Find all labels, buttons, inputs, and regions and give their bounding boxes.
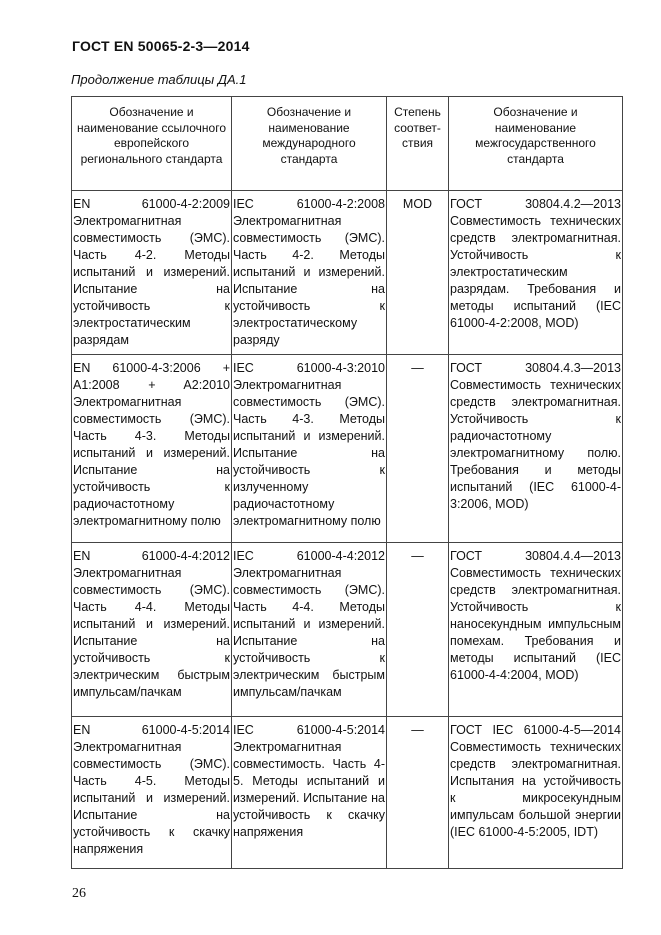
en-standard-code: EN 61000-4-4:2012 <box>73 549 230 563</box>
column-header-gost: Обозначение и наименование межгосударственного стандарта <box>449 97 623 191</box>
en-standard-cell <box>72 355 232 543</box>
degree-cell: MOD <box>387 191 449 355</box>
gost-standard-ref: (IEC 61000-4-2:2008, MOD) <box>450 299 621 330</box>
gost-standard-title: Совместимость технических средств электромагнитная. Устойчивость к электростатическим разрядам. Требования и методы испытаний <box>450 214 621 313</box>
gost-standard-cell <box>449 543 623 717</box>
iec-standard-code: IEC 61000-4-2:2008 <box>233 197 385 211</box>
iec-standard-cell <box>232 191 387 355</box>
iec-standard-title: Электромагнитная совместимость (ЭМС). Часть 4-4. Методы испытаний и измерений. Испытание на устойчивость к электрическим быстрым импульсам/пачкам <box>233 566 385 699</box>
en-standard-cell <box>72 543 232 717</box>
iec-standard-title: Электромагнитная совместимость (ЭМС). Часть 4-2. Методы испытаний и измерений. Испытание на устойчивость к электростатическому разряду <box>233 214 385 347</box>
table-row <box>72 191 623 355</box>
standards-table <box>71 96 623 869</box>
gost-standard-cell <box>449 191 623 355</box>
column-header-en: Обозначение и наименование ссылочного европейского регионального стандарта <box>72 97 232 191</box>
iec-standard-title: Электромагнитная совместимость. Часть 4-5. Методы испытаний и измерений. Испытание на устойчивость к скачку напряжения <box>233 740 385 839</box>
page-number: 26 <box>72 886 86 901</box>
en-standard-code: EN 61000-4-5:2014 <box>73 723 230 737</box>
gost-standard-cell <box>449 355 623 543</box>
gost-standard-code: ГОСТ 30804.4.3—2013 <box>450 361 621 375</box>
en-standard-title: Электромагнитная совместимость (ЭМС). Часть 4-2. Методы испытаний и измерений. Испытание на устойчивость к электростатическим разрядам <box>73 214 230 347</box>
column-header-degree: Степень соответ- ствия <box>387 97 449 191</box>
degree-cell: — <box>387 717 449 869</box>
iec-standard-cell <box>232 543 387 717</box>
table-row <box>72 543 623 717</box>
table-row <box>72 355 623 543</box>
column-header-iec: Обозначение и наименование международного стандарта <box>232 97 387 191</box>
degree-cell: — <box>387 355 449 543</box>
gost-standard-title: Совместимость технических средств электромагнитная. Устойчивость к наносекундным импульсным помехам. Требования и методы испытаний <box>450 566 621 665</box>
en-standard-title: Электромагнитная совместимость (ЭМС). Часть 4-4. Методы испытаний и измерений. Испытание на устойчивость к электрическим быстрым импульсам/пачкам <box>73 566 230 699</box>
en-standard-code: EN 61000-4-3:2006 + A1:2008 + A2:2010 <box>73 361 230 392</box>
en-standard-title: Электромагнитная совместимость (ЭМС). Часть 4-3. Методы испытаний и измерений. Испытание на устойчивость к радиочастотному электромагнитному полю <box>73 395 230 528</box>
en-standard-cell <box>72 191 232 355</box>
en-standard-title: Электромагнитная совместимость (ЭМС). Часть 4-5. Методы испытаний и измерений. Испытание на устойчивость к скачку напряжения <box>73 740 230 856</box>
iec-standard-code: IEC 61000-4-5:2014 <box>233 723 385 737</box>
gost-standard-ref: (IEC 61000-4-5:2005, IDT) <box>450 825 598 839</box>
iec-standard-title: Электромагнитная совместимость (ЭМС). Часть 4-3. Методы испытаний и измерений. Испытание на устойчивость к излученному радиочастотному электромагнитному полю <box>233 378 385 528</box>
en-standard-cell <box>72 717 232 869</box>
iec-standard-code: IEC 61000-4-4:2012 <box>233 549 385 563</box>
gost-standard-ref: (IEC 61000-4-3:2006, MOD) <box>450 480 621 511</box>
degree-cell: — <box>387 543 449 717</box>
gost-standard-cell <box>449 717 623 869</box>
iec-standard-cell <box>232 355 387 543</box>
document-id: ГОСТ EN 50065-2-3—2014 <box>72 38 250 54</box>
table-caption: Продолжение таблицы ДА.1 <box>71 72 247 87</box>
gost-standard-code: ГОСТ IEC 61000-4-5—2014 <box>450 723 621 737</box>
gost-standard-code: ГОСТ 30804.4.4—2013 <box>450 549 621 563</box>
iec-standard-cell <box>232 717 387 869</box>
gost-standard-title: Совместимость технических средств электромагнитная. Устойчивость к радиочастотному электромагнитному полю. Требования и методы испытаний <box>450 378 621 494</box>
en-standard-code: EN 61000-4-2:2009 <box>73 197 230 211</box>
iec-standard-code: IEC 61000-4-3:2010 <box>233 361 385 375</box>
gost-standard-ref: (IEC 61000-4-4:2004, MOD) <box>450 651 621 682</box>
table-header-row <box>72 97 623 191</box>
gost-standard-title: Совместимость технических средств электромагнитная. Испытания на устойчивость к микросекундным импульсам большой энергии <box>450 740 621 822</box>
gost-standard-code: ГОСТ 30804.4.2—2013 <box>450 197 621 211</box>
table-row <box>72 717 623 869</box>
